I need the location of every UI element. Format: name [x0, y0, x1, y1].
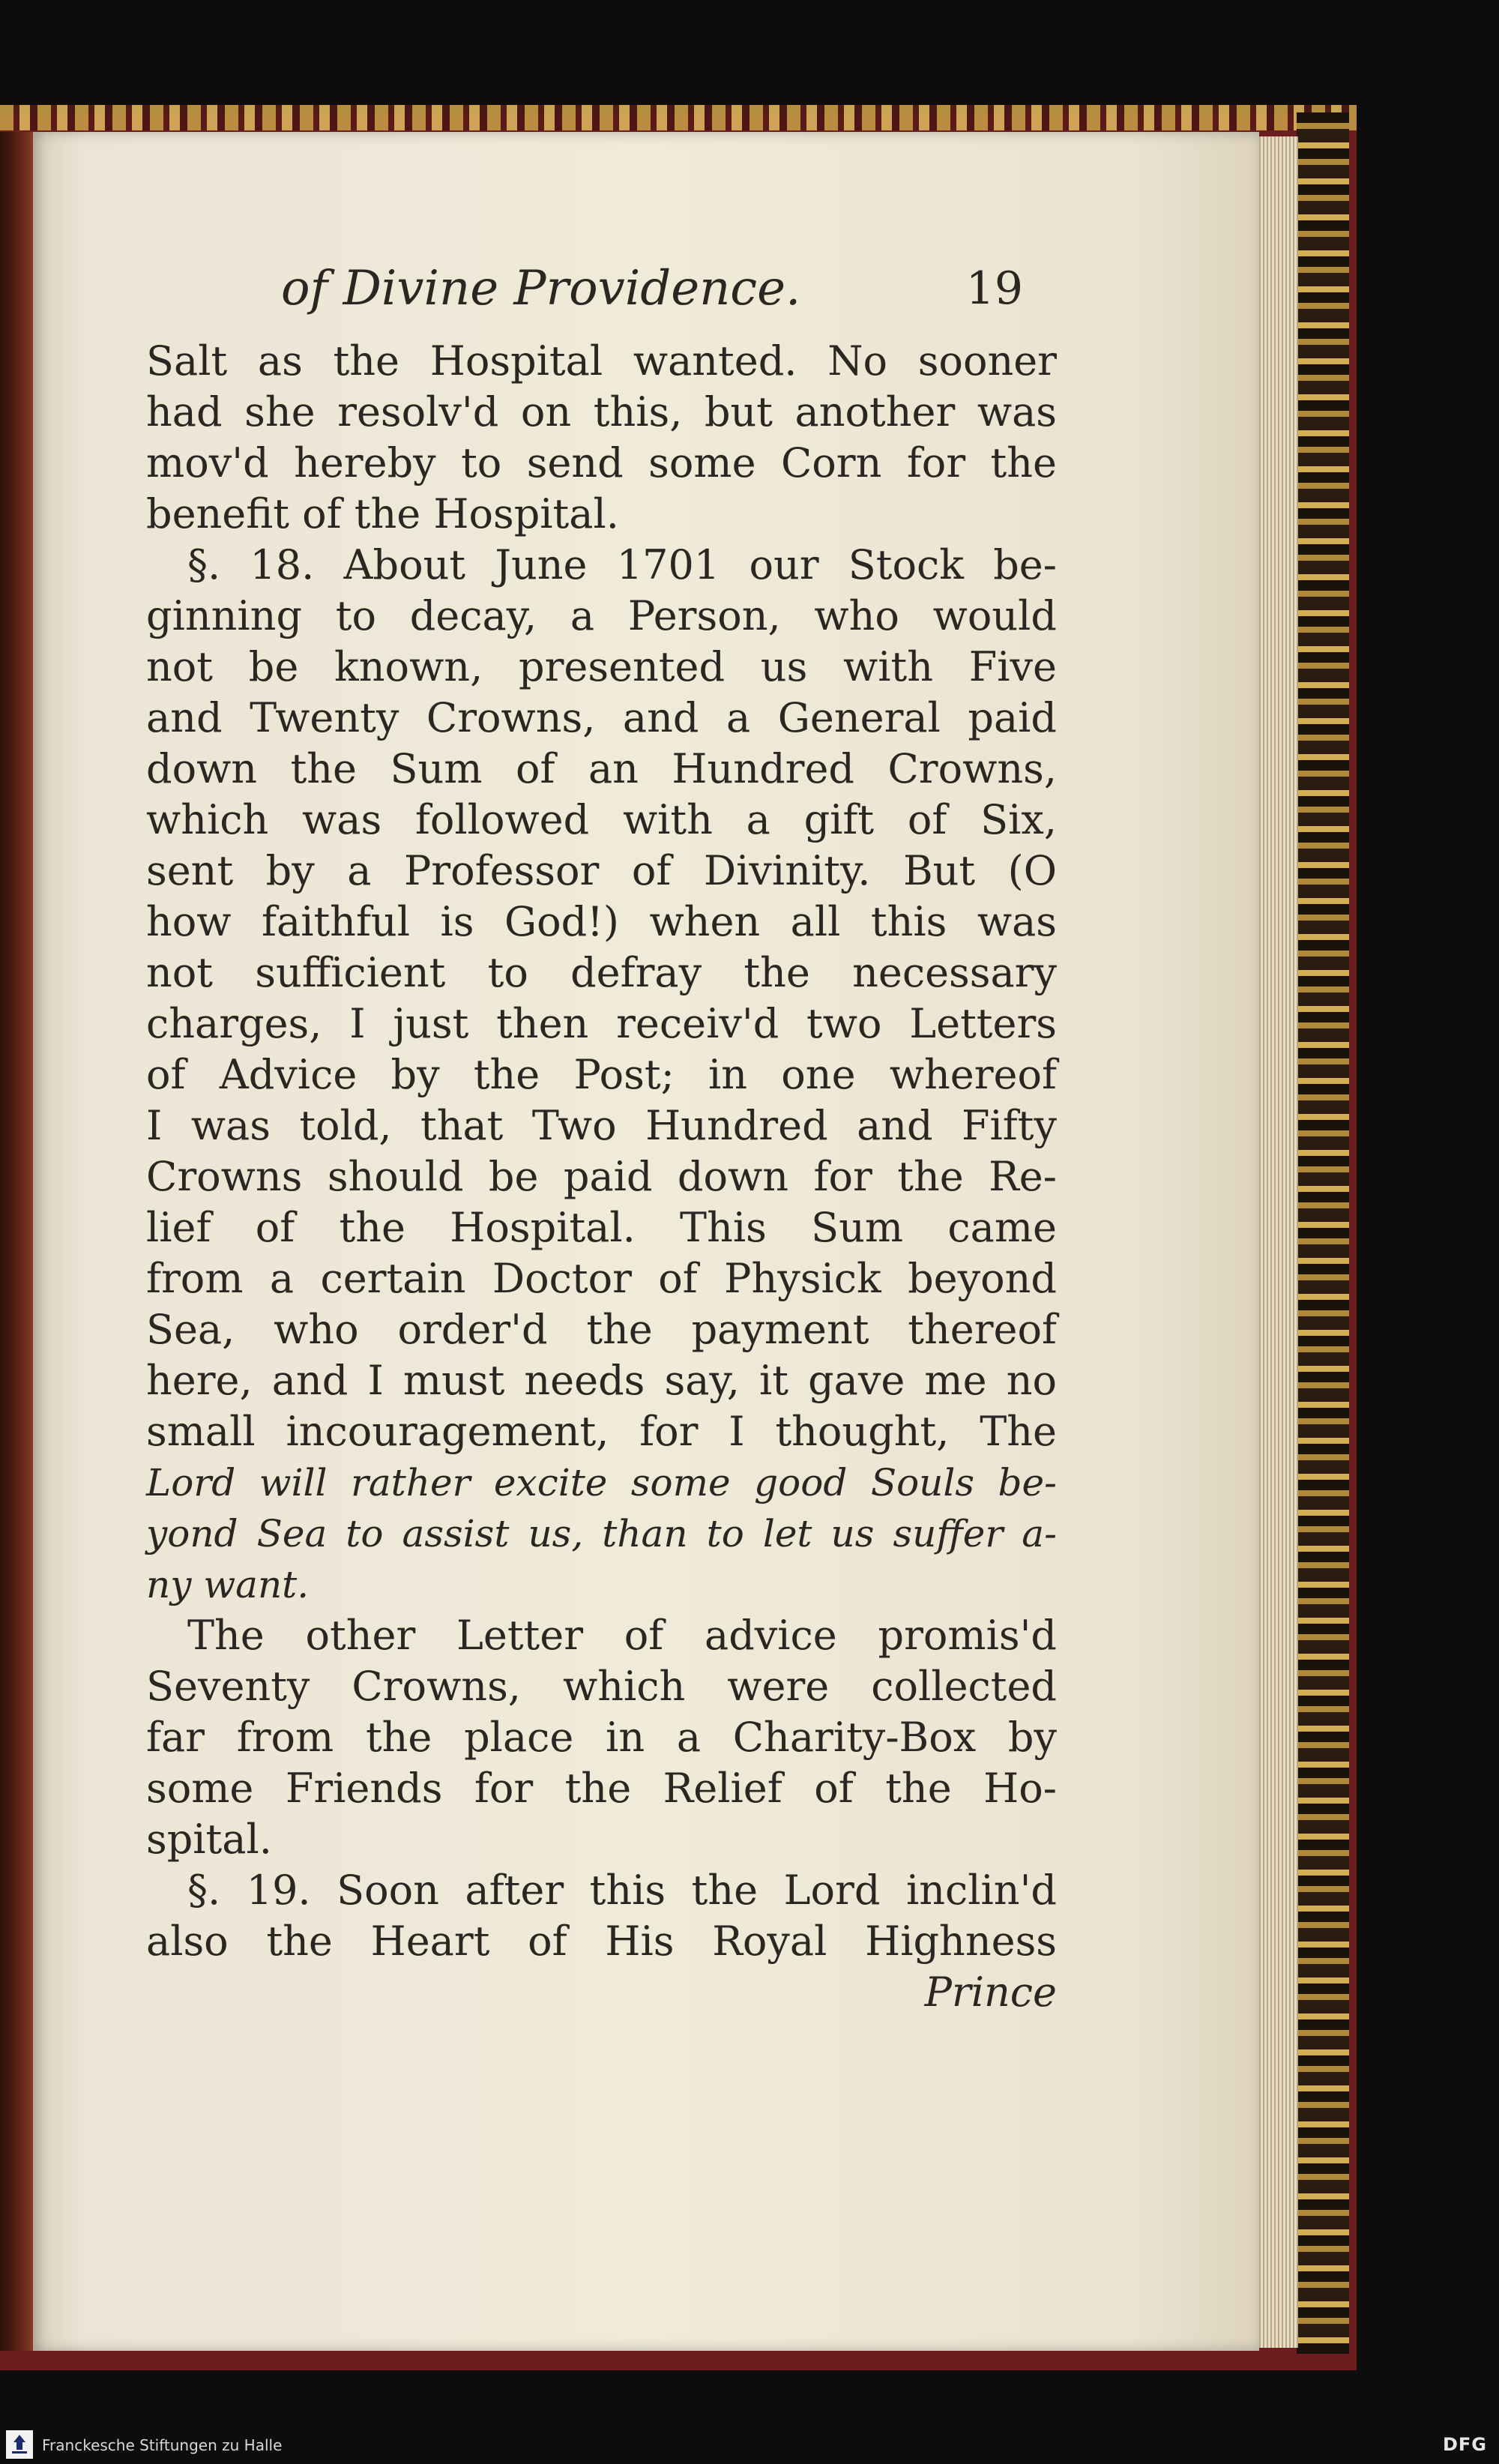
text-line: here, and I must needs say, it gave me no — [146, 1357, 1057, 1404]
text-line: from a certain Doctor of Physick beyond — [146, 1255, 1057, 1302]
running-title: of Divine Providence. — [281, 261, 801, 316]
text-line: which was followed with a gift of Six, — [146, 796, 1057, 843]
source-credit: Franckesche Stiftungen zu Halle — [42, 2436, 283, 2454]
running-head — [146, 259, 1023, 319]
cover-edge-left — [0, 132, 33, 2351]
text-line: §. 18. About June 1701 our Stock be- — [187, 541, 1057, 588]
text-line: also the Heart of His Royal Highness — [146, 1918, 1057, 1965]
text-line: far from the place in a Charity-Box by — [146, 1714, 1057, 1761]
text-line: I was told, that Two Hundred and Fifty — [146, 1102, 1057, 1149]
text-line: Crowns should be paid down for the Re- — [146, 1153, 1057, 1200]
funder-logo: DFG — [1442, 2434, 1487, 2455]
text-line: yond Sea to assist us, than to let us suffer a- — [146, 1512, 1057, 1555]
text-line: small incouragement, for I thought, The — [146, 1408, 1057, 1455]
text-line: charges, I just then receiv'd two Letters — [146, 1000, 1057, 1047]
text-line: Seventy Crowns, which were collected — [146, 1663, 1057, 1710]
text-line: and Twenty Crowns, and a General paid — [146, 694, 1057, 741]
text-line: not be known, presented us with Five — [146, 643, 1057, 690]
text-line: §. 19. Soon after this the Lord inclin'd — [187, 1867, 1057, 1914]
text-line: The other Letter of advice promis'd — [187, 1612, 1057, 1659]
text-line: ny want. — [146, 1563, 310, 1606]
text-line: down the Sum of an Hundred Crowns, — [146, 745, 1057, 792]
text-line: benefit of the Hospital. — [146, 490, 619, 537]
text-line: not sufficient to defray the necessary — [146, 949, 1057, 996]
text-line: how faithful is God!) when all this was — [146, 898, 1057, 945]
gilt-border-spine — [1297, 112, 1349, 2354]
catchword: Prince — [924, 1969, 1057, 2016]
text-line: some Friends for the Relief of the Ho- — [146, 1765, 1057, 1812]
viewer-footer — [0, 2427, 1499, 2464]
text-line: Salt as the Hospital wanted. No sooner — [146, 337, 1057, 385]
text-line: ginning to decay, a Person, who would — [146, 592, 1057, 639]
text-line: lief of the Hospital. This Sum came — [146, 1204, 1057, 1251]
gilt-border-top — [0, 105, 1357, 130]
institution-logo-icon — [6, 2430, 33, 2459]
page-number: 19 — [965, 262, 1023, 315]
text-line: mov'd hereby to send some Corn for the — [146, 439, 1057, 487]
text-line: of Advice by the Post; in one whereof — [146, 1051, 1057, 1098]
text-line: Lord will rather excite some good Souls be- — [146, 1461, 1057, 1504]
text-line: Sea, who order'd the payment thereof — [146, 1306, 1057, 1353]
text-line: sent by a Professor of Divinity. But (O — [146, 847, 1057, 894]
text-line: had she resolv'd on this, but another was — [146, 388, 1057, 436]
text-line: spital. — [146, 1816, 272, 1863]
